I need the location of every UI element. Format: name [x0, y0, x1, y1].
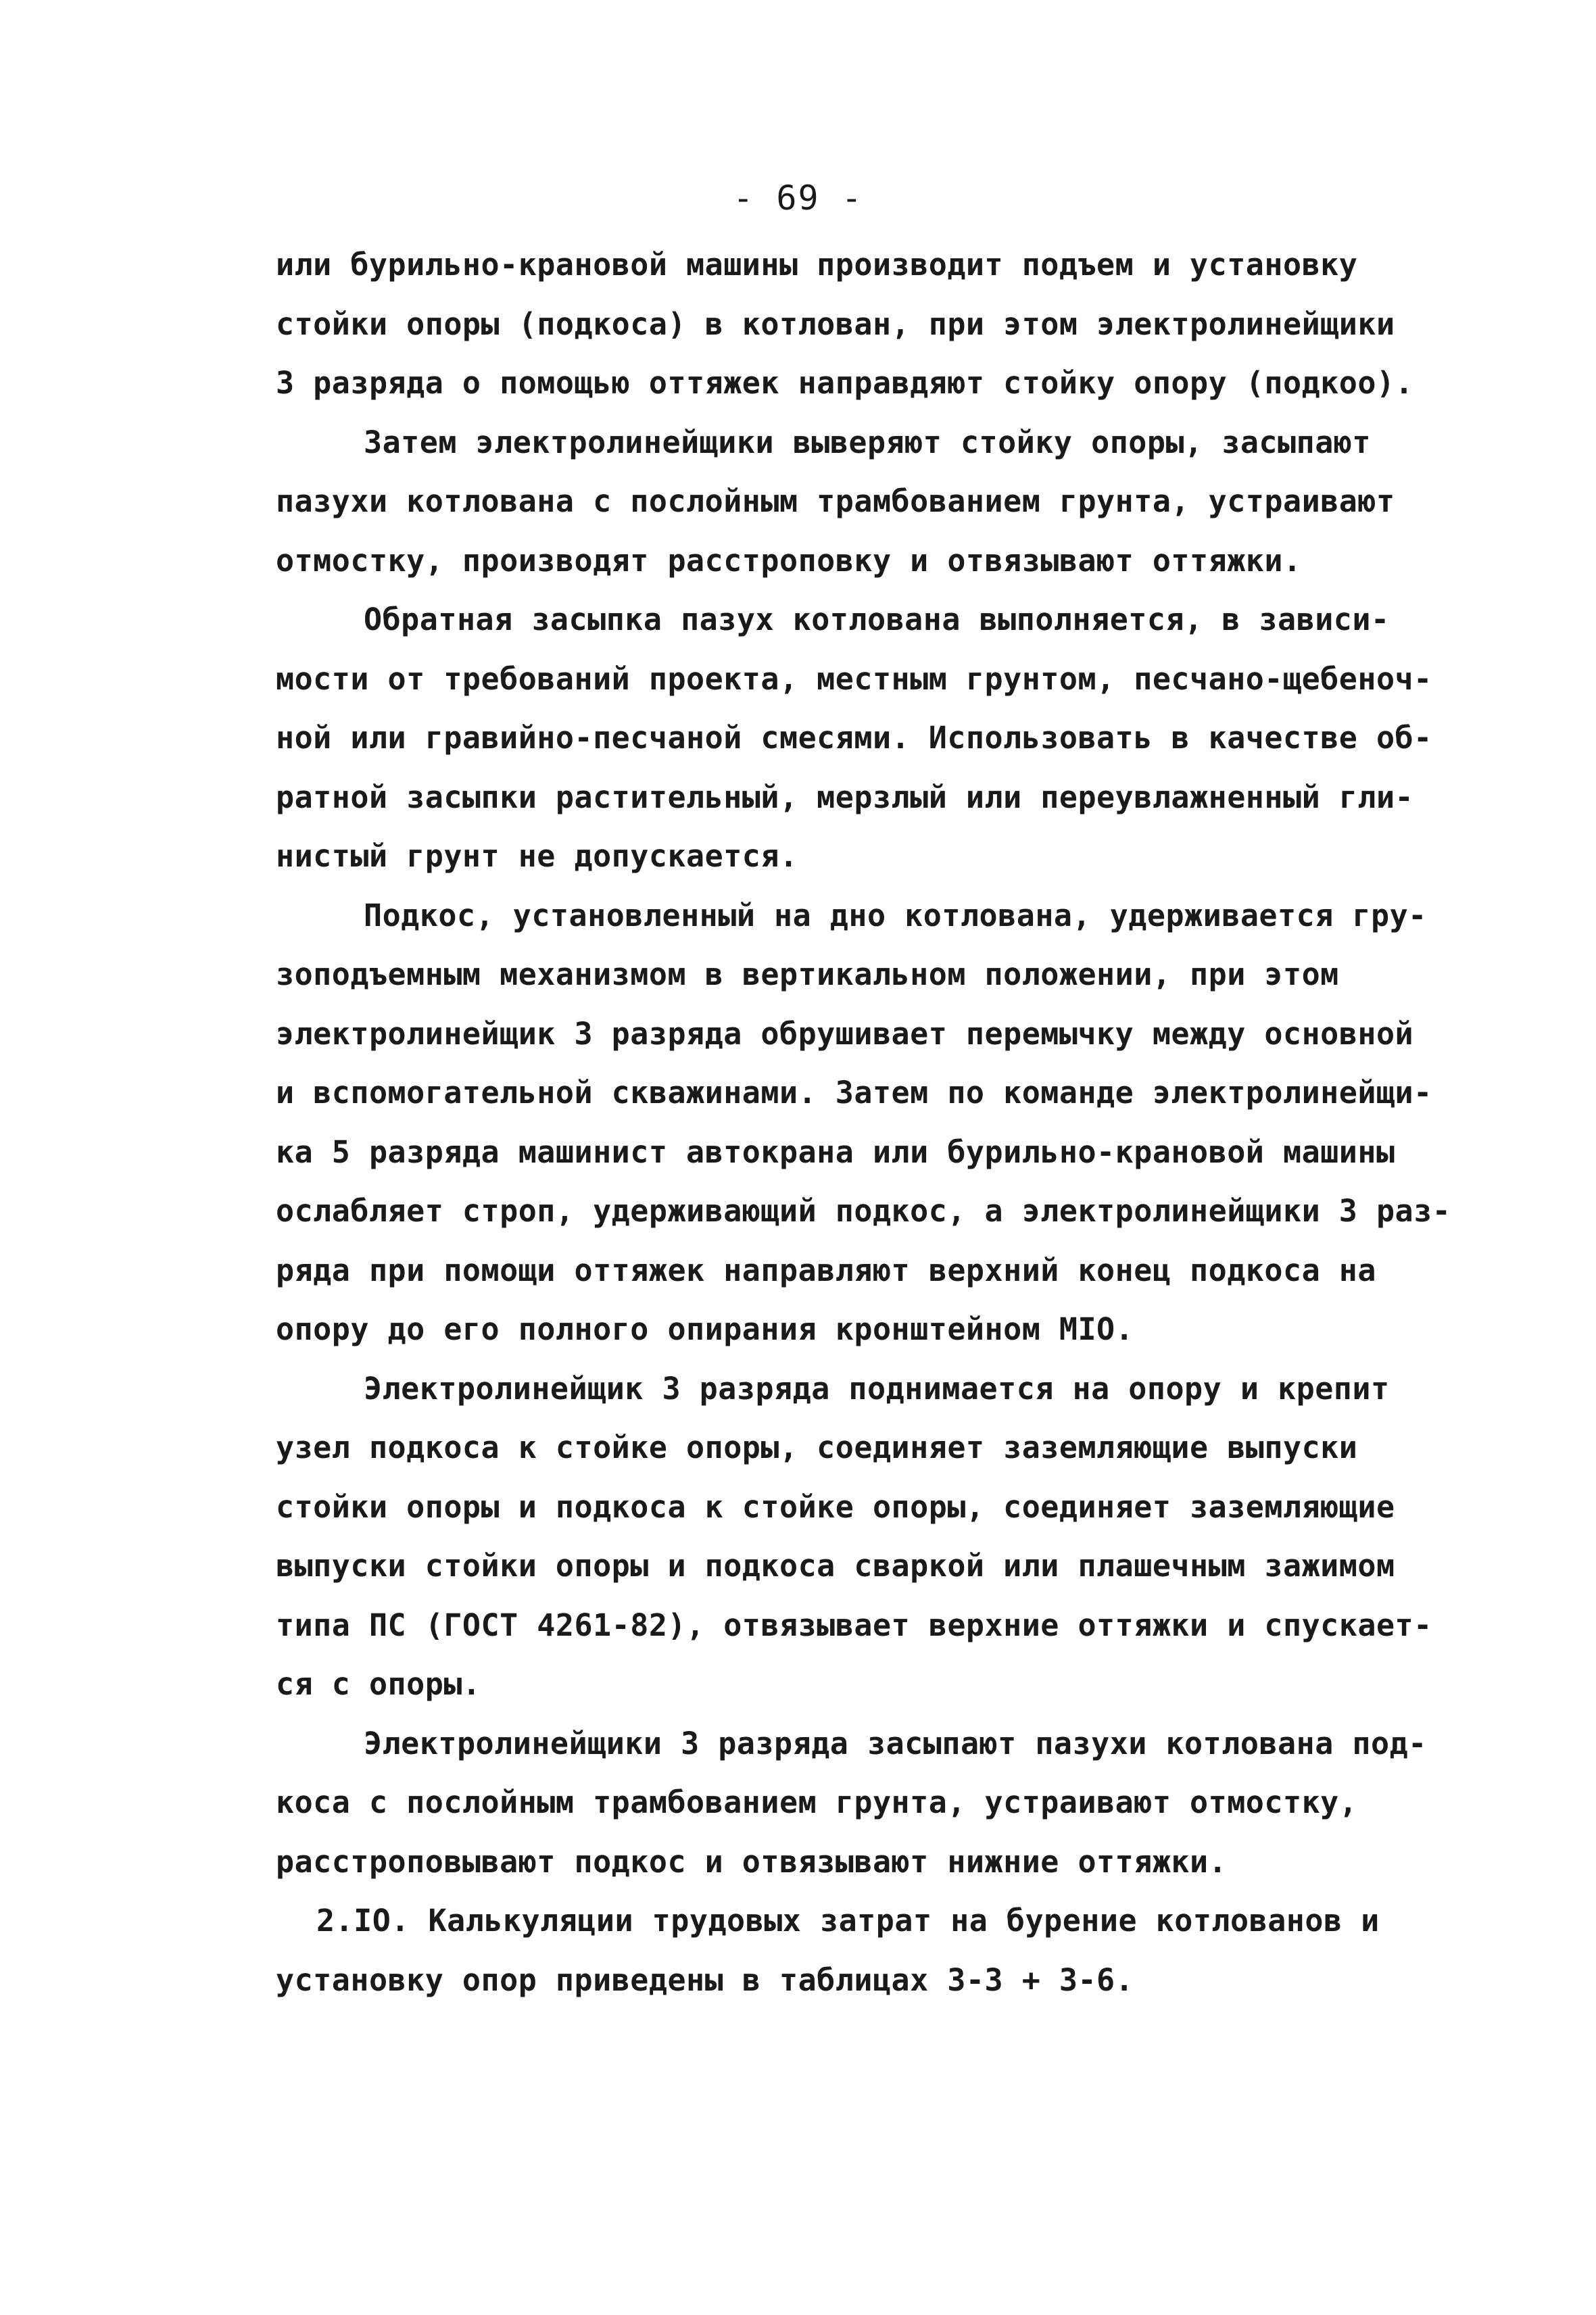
paragraph	[276, 590, 1432, 886]
text-line: коса с послойным трамбованием грунта, устраивают отмостку,	[276, 1784, 1358, 1820]
text-line: ратной засыпки растительный, мерзлый или переувлажненный гли-	[276, 779, 1414, 815]
text-line: стойки опоры (подкоса) в котлован, при этом электролинейщики	[276, 306, 1395, 342]
text-line: узел подкоса к стойке опоры, соединяет заземляющие выпуски	[276, 1430, 1358, 1465]
text-line: опору до его полного опирания кронштейном МIО.	[276, 1311, 1134, 1347]
paragraph	[276, 1714, 1425, 1892]
text-line: нистый грунт не допускается.	[276, 838, 798, 874]
text-line: пазухи котлована с послойным трамбованием грунта, устраивают	[276, 483, 1395, 519]
paragraph	[276, 413, 1425, 591]
text-line: Подкос, установленный на дно котлована, удерживается гру-	[364, 897, 1427, 933]
text-line: и вспомогательной скважинами. Затем по команде электролинейщи-	[276, 1075, 1432, 1111]
text-line: Электролинейщик 3 разряда поднимается на опору и крепит	[364, 1370, 1390, 1407]
text-line: отмостку, производят расстроповку и отвязывают оттяжки.	[276, 542, 1302, 579]
text-line: мости от требований проекта, местным грунтом, песчано-щебеноч-	[276, 660, 1432, 697]
text-line: ся с опоры.	[276, 1666, 481, 1702]
text-line: стойки опоры и подкоса к стойке опоры, соединяет заземляющие	[276, 1488, 1395, 1525]
text-line: Обратная засыпка пазух котлована выполняется, в зависи-	[364, 602, 1390, 637]
body-text	[276, 235, 1451, 2009]
page-number: - 69 -	[733, 178, 863, 218]
text-line: типа ПС (ГОСТ 4261-82), отвязывает верхние оттяжки и спускает-	[276, 1607, 1432, 1643]
text-line: ной или гравийно-песчаной смесями. Использовать в качестве об-	[276, 720, 1432, 756]
paragraph	[276, 235, 1425, 413]
text-line: зоподъемным механизмом в вертикальном положении, при этом	[276, 956, 1339, 992]
paragraph	[276, 1359, 1432, 1714]
text-line: ка 5 разряда машинист автокрана или бурильно-крановой машины	[276, 1134, 1395, 1170]
text-line: установку опор приведены в таблицах 3-3 + 3-6.	[276, 1961, 1134, 1998]
text-line: расстроповывают подкос и отвязывают нижние оттяжки.	[276, 1843, 1228, 1880]
text-line: 2.IО. Калькуляции трудовых затрат на бурение котлованов и	[316, 1903, 1380, 1939]
text-line: 3 разряда о помощью оттяжек направдяют стойку опору (подкоо).	[276, 365, 1414, 401]
text-line: выпуски стойки опоры и подкоса сваркой или плашечным зажимом	[276, 1548, 1395, 1584]
text-line: Затем электролинейщики выверяют стойку опоры, засыпают	[364, 424, 1371, 460]
text-line: ослабляет строп, удерживающий подкос, а электролинейщики 3 раз-	[276, 1193, 1451, 1229]
text-line: или бурильно-крановой машины производит подъем и установку	[276, 247, 1358, 283]
text-line: Электролинейщики 3 разряда засыпают пазухи котлована под-	[364, 1725, 1427, 1761]
text-line: электролинейщик 3 разряда обрушивает перемычку между основной	[276, 1015, 1414, 1052]
text-line: ряда при помощи оттяжек направляют верхний конец подкоса на	[276, 1252, 1376, 1288]
paragraph	[276, 1891, 1425, 2009]
paragraph	[276, 886, 1451, 1359]
